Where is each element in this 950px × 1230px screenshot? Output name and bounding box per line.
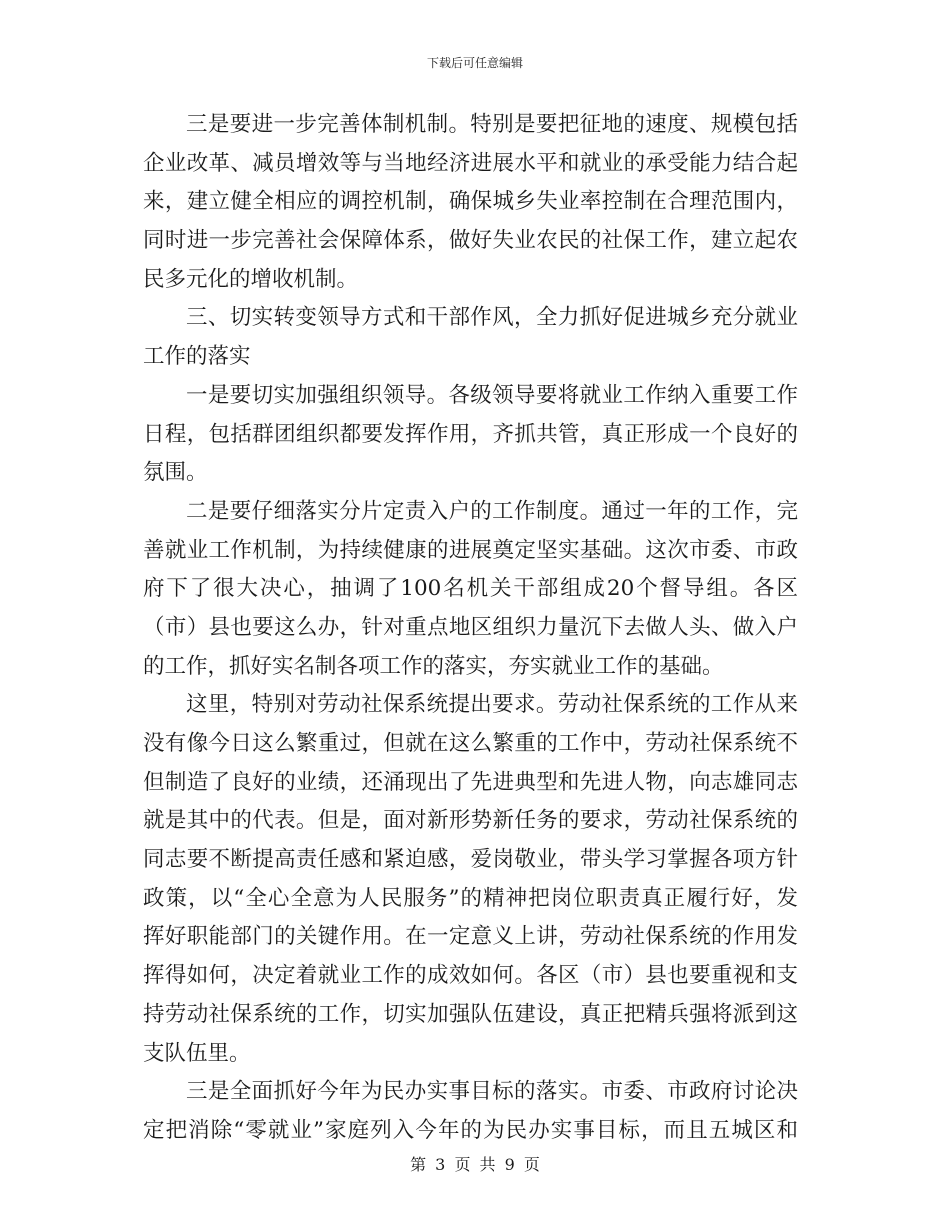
paragraph-line: （市）县也要这么办，针对重点地区组织力量沉下去做人头、做入户 (143, 614, 798, 640)
paragraph-line: 氛围。 (143, 460, 208, 486)
paragraph-line: 府下了很大决心，抽调了100名机关干部组成20个督导组。各区 (143, 576, 798, 602)
paragraph-line: 企业改革、减员增效等与当地经济进展水平和就业的承受能力结合起 (143, 150, 798, 176)
paragraph-line: 但制造了良好的业绩，还涌现出了先进典型和先进人物，向志雄同志 (143, 769, 798, 795)
paragraph-line: 善就业工作机制，为持续健康的进展奠定坚实基础。这次市委、市政 (143, 537, 798, 563)
paragraph-line: 同时进一步完善社会保障体系，做好失业农民的社保工作，建立起农 (143, 228, 798, 254)
paragraph-line: 持劳动社保系统的工作，切实加强队伍建设，真正把精兵强将派到这 (143, 1001, 798, 1027)
paragraph-line: 的工作，抓好实名制各项工作的落实，夯实就业工作的基础。 (143, 653, 724, 679)
paragraph-line: 二是要仔细落实分片定责入户的工作制度。通过一年的工作，完 (186, 498, 798, 524)
paragraph-line: 没有像今日这么繁重过，但就在这么繁重的工作中，劳动社保系统不 (143, 731, 798, 756)
section-heading-line: 三、切实转变领导方式和干部作风，全力抓好促进城乡充分就业 (186, 305, 798, 331)
paragraph-line: 来，建立健全相应的调控机制，确保城乡失业率控制在合理范围内， (143, 189, 798, 215)
page-header: 下载后可任意编辑 (426, 56, 523, 70)
paragraph-line: 三是全面抓好今年为民办实事目标的落实。市委、市政府讨论决 (186, 1079, 798, 1105)
paragraph-line: 定把消除“零就业”家庭列入今年的为民办实事目标，而且五城区和 (143, 1117, 798, 1143)
section-heading-line: 工作的落实 (143, 344, 251, 370)
paragraph-line: 三是要进一步完善体制机制。特别是要把征地的速度、规模包括 (186, 112, 798, 137)
page-footer: 第 3 页 共 9 页 (410, 1155, 540, 1174)
paragraph-line: 这里，特别对劳动社保系统提出要求。劳动社保系统的工作从来 (186, 692, 798, 718)
paragraph-line: 一是要切实加强组织领导。各级领导要将就业工作纳入重要工作 (186, 382, 798, 408)
paragraph-line: 支队伍里。 (143, 1040, 251, 1066)
paragraph-line: 同志要不断提高责任感和紧迫感，爱岗敬业，带头学习掌握各项方针 (143, 847, 798, 873)
paragraph-line: 挥得如何，决定着就业工作的成效如何。各区（市）县也要重视和支 (143, 963, 798, 989)
paragraph-line: 挥好职能部门的关键作用。在一定意义上讲，劳动社保系统的作用发 (143, 924, 798, 950)
paragraph-line: 政策，以“全心全意为人民服务”的精神把岗位职责真正履行好，发 (143, 885, 798, 911)
document-body (143, 106, 798, 1151)
paragraph-line: 民多元化的增收机制。 (143, 266, 359, 292)
paragraph-line: 就是其中的代表。但是，面对新形势新任务的要求，劳动社保系统的 (143, 808, 798, 834)
paragraph-line: 日程，包括群团组织都要发挥作用，齐抓共管，真正形成一个良好的 (143, 421, 798, 447)
